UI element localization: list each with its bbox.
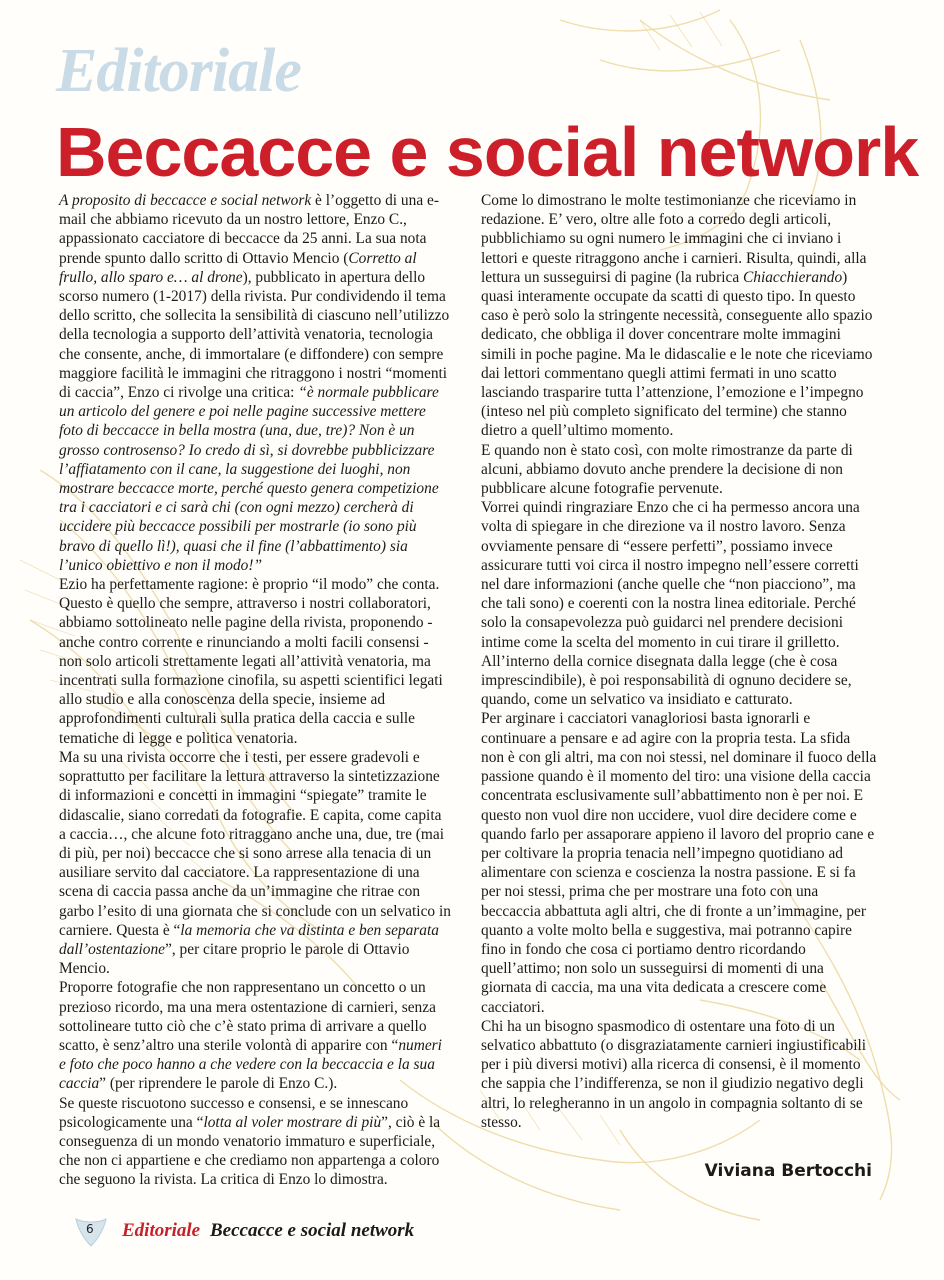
author-byline: Viviana Bertocchi (704, 1161, 872, 1181)
italic-run: Corretto al frullo, allo sparo e… al drone (59, 249, 417, 286)
paragraph: Vorrei quindi ringraziare Enzo che ci ha permesso ancora una volta di spiegare in che direzione va il nostro lavoro. Senza ovviamente pensare di “essere perfetti”, possiamo invece assicurare tutti voi circa il nostro impegno nell’essere corretti nel dare informazioni (anche quelle che “non piacciono”, ma che tali sono) e coerenti con la nostra linea editoriale. Perché solo la consapevolezza può guidarci nel prendere decisioni intime come la scelta del momento in cui tirare il grilletto. All’interno della cornice disegnata dalla legge (che è cosa imprescindibile), è poi responsabilità di ognuno decidere se, quando, come un selvatico va insidiato e catturato. (481, 499, 860, 709)
paragraph: Ezio ha perfettamente ragione: è proprio “il modo” che conta. Questo è quello che sempre, attraverso i nostri collaboratori, abbiamo sottolineato nelle pagine della rivista, proponendo - anche contro corrente e rinunciando a molti facili consensi - non solo articoli strettamente legati all’attività venatoria, ma incentrati sulla formazione cinofila, su aspetti scientifici legati allo studio e alla conoscenza della specie, insieme ad approfondimenti culturali sulla pratica della caccia e sulle tematiche di legge e politica venatoria. (59, 576, 443, 747)
paragraph: Chi ha un bisogno spasmodico di ostentare una foto di un selvatico abbattuto (o disgraziatamente carnieri ingiustificabili per i più diversi motivi) alla ricerca di consensi, è il momento che sappia che l’indifferenza, se non il giudizio negativo degli altri, lo relegheranno in un angolo in compagnia soltanto di se stesso. (481, 1017, 867, 1131)
page-footer (74, 1217, 574, 1247)
page-number: 6 (86, 1222, 94, 1236)
section-label: Editoriale (56, 37, 301, 105)
italic-run: lotta al voler mostrare di più (203, 1113, 382, 1131)
footer-article-title: Beccacce e social network (210, 1220, 415, 1241)
paragraph: Proporre fotografie che non rappresentano un concetto o un prezioso ricordo, ma una mera ostentazione di carnieri, senza sottolineare tutto ciò che c’è stato prima di arrivare a quello scatto, è senz’altro una sterile volontà di apparire con “numeri e foto che poco hanno a che vedere con la beccaccia e la sua caccia” (per riprendere le parole di Enzo C.). (59, 979, 442, 1093)
italic-run: numeri e foto che poco hanno a che vedere con la beccaccia e la sua caccia (59, 1036, 442, 1093)
italic-run: “è normale pubblicare un articolo del genere e poi nelle pagine successive mettere foto di beccacce in bella mostra (una, due, tre)? Non è un grosso controsenso? Io credo di sì, si dovrebbe pubblicizzare l’affiatamento con il cane, la suggestione dei luoghi, non mostrare beccacce morte, perché questo genera competizione tra i cacciatori e ci sarà chi (con ogni mezzo) cercherà di uccidere più beccacce possibili per mostrarle (io sono più bravo di quello lì!), quasi che il fine (l’abbattimento) sia l’unico obiettivo e non il modo!” (59, 384, 439, 574)
paragraph: A proposito di beccacce e social network è l’oggetto di una e-mail che abbiamo ricevuto da un nostro lettore, Enzo C., appassionato cacciatore di beccacce da 25 anni. La sua nota prende spunto dallo scritto di Ottavio Mencio (Corretto al frullo, allo sparo e… al drone), pubblicato in apertura dello scorso numero (1-2017) della rivista. Pur condividendo il tema dello scritto, che sollecita la sensibilità di ciascuno nell’utilizzo della tecnologia a supporto dell’attività venatoria, tecnologia che consente, anche, di immortalare (e diffondere) con sempre maggiore facilità le immagini che ritraggono i nostri “momenti di caccia”, Enzo ci rivolge una critica: “è normale pubblicare un articolo del genere e poi nelle pagine successive mettere foto di beccacce in bella mostra (una, due, tre)? Non è un grosso controsenso? Io credo di sì, si dovrebbe pubblicizzare l’affiatamento con il cane, la suggestione dei luoghi, non mostrare beccacce morte, perché questo genera competizione tra i cacciatori e ci sarà chi (con ogni mezzo) cercherà di uccidere più beccacce possibili per mostrarle (io sono più bravo di quello lì!), quasi che il fine (l’abbattimento) sia l’unico obiettivo e non il modo!” (59, 192, 450, 574)
paragraph: Ma su una rivista occorre che i testi, per essere gradevoli e soprattutto per facilitare la lettura attraverso la sintetizzazione di informazioni e concetti in immagini “spiegate” tramite le didascalie, siano corredati da fotografie. E capita, come capita a caccia…, che alcune foto ritraggano anche una, due, tre (mai di più, per noi) beccacce che si sono arrese alla tenacia di un ausiliare servito dal cacciatore. La rappresentazione di una scena di caccia passa anche da un’immagine che ritrae con garbo l’esito di una giornata che si conclude con un selvatico in carniere. Questa è “la memoria che va distinta e ben separata dall’ostentazione”, per citare proprio le parole di Ottavio Mencio. (59, 748, 451, 978)
article-column-right (481, 191, 877, 1132)
article-headline: Beccacce e social network (56, 113, 919, 191)
footer-section-label: Editoriale (122, 1220, 201, 1241)
paragraph: Come lo dimostrano le molte testimonianze che riceviamo in redazione. E’ vero, oltre alle foto a corredo degli articoli, pubblichiamo su ogni numero le immagini che ci inviano i lettori e queste ritraggono anche i carnieri. Risulta, quindi, alla lettura un susseguirsi di pagine (la rubrica Chiacchierando) quasi interamente occupate da scatti di questo tipo. In questo caso è però solo la stringente necessità, conseguente allo spazio dedicato, che obbliga il dover concentrare molte immagini simili in poche pagine. Ma le didascalie e le note che riceviamo dai lettori commentano quegli attimi fermati in uno scatto lasciando trasparire tutta l’attenzione, l’emozione e l’impegno (inteso nel più completo significato del termine) che stanno dietro a quell’ultimo momento. (481, 192, 873, 440)
paragraph: E quando non è stato così, con molte rimostranze da parte di alcuni, abbiamo dovuto anche prendere la decisione di non pubblicare alcune fotografie pervenute. (481, 441, 853, 498)
italic-run: Chiacchierando (743, 268, 843, 286)
italic-run: A proposito di beccacce e social network (59, 192, 312, 209)
article-column-left (59, 191, 452, 1190)
italic-run: la memoria che va distinta e ben separata dall’ostentazione (59, 921, 439, 958)
paragraph: Per arginare i cacciatori vanagloriosi basta ignorarli e continuare a pensare e ad agire con la propria testa. La sfida non è con gli altri, ma con noi stessi, nel dominare il fuoco della passione quando è il momento del tiro: una visione della caccia concentrata esclusivamente sull’abbattimento non è per noi. E questo non vuol dire non uccidere, vuol dire decidere come e quando farlo per assaporare appieno il lavoro del proprio cane e per coltivare la propria tenacia nell’impegno quotidiano ad alimentare con scienza e coscienza la nostra passione. E si fa per noi stessi, prima che per mostrare una foto con una beccaccia abbattuta agli altri, che di fronte a un’immagine, per quanto a volte molto bella e suggestiva, mai potranno capire fino in fondo che cosa ci portiamo dentro ricordando quell’attimo; non solo un susseguirsi di momenti di una giornata di caccia, ma una vita dedicata a crescere come cacciatori. (481, 710, 877, 1016)
paragraph: Se queste riscuotono successo e consensi, e se innescano psicologicamente una “lotta al voler mostrare di più”, ciò è la conseguenza di un mondo venatorio immaturo e superficiale, che non ci appartiene e che crediamo non appartenga a coloro che seguono la rivista. La critica di Enzo lo dimostra. (59, 1094, 441, 1189)
